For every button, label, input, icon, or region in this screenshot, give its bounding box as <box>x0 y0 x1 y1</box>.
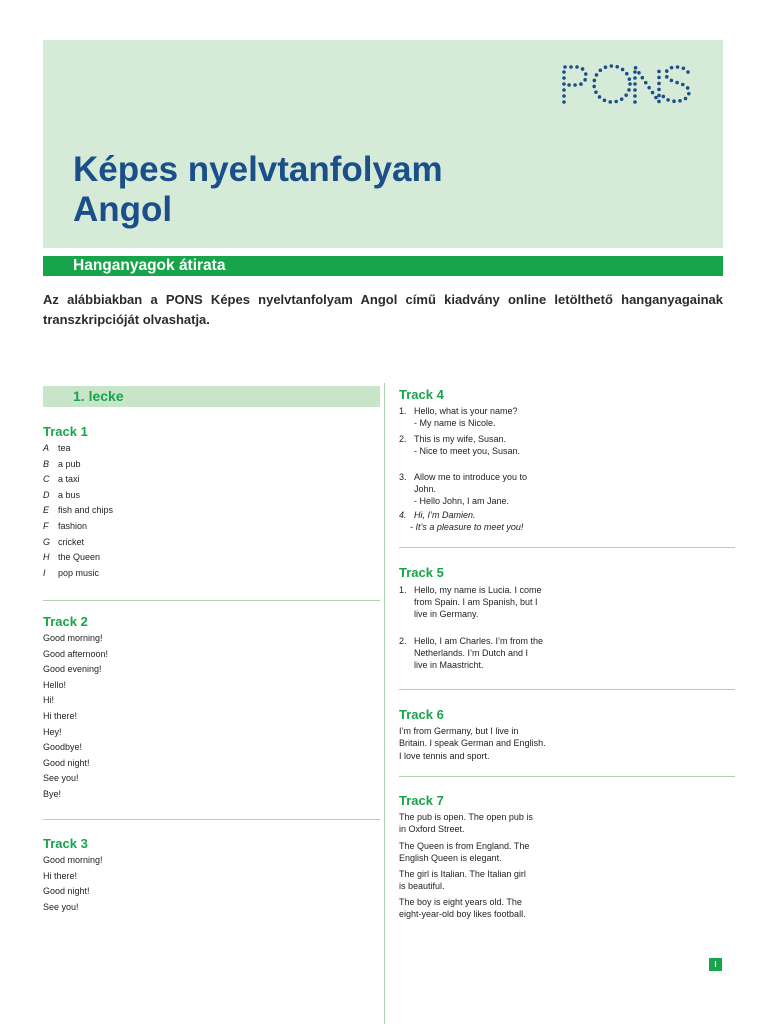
track1-list <box>43 441 113 581</box>
item-number: 3. <box>399 472 407 482</box>
subtitle-bar <box>43 256 723 276</box>
item-text: pop music <box>58 567 100 578</box>
track7-group <box>399 811 533 835</box>
track4-item <box>399 510 523 533</box>
item-letter: E <box>43 505 50 516</box>
item-letter: B <box>43 458 50 469</box>
track1-item <box>43 472 113 488</box>
track1-item <box>43 457 113 473</box>
track5-title: Track 5 <box>399 565 444 580</box>
item-text: a taxi <box>58 474 80 485</box>
track4-title: Track 4 <box>399 387 444 402</box>
track7-line: The boy is eight years old. The <box>399 897 522 907</box>
track1-item <box>43 535 113 551</box>
item-text: a bus <box>58 489 81 500</box>
item-letter: H <box>43 552 50 563</box>
item-line: live in Maastricht. <box>414 660 484 670</box>
item-line: Hello, what is your name? <box>414 406 518 416</box>
separator <box>43 600 380 601</box>
track2-line: Hi there! <box>43 710 78 721</box>
item-number: 1. <box>399 406 407 416</box>
track7-line: The pub is open. The open pub is <box>399 812 533 822</box>
track6-title: Track 6 <box>399 707 444 722</box>
item-letter: I <box>43 567 46 578</box>
item-letter: D <box>43 489 50 500</box>
track2-line: Good night! <box>43 757 90 768</box>
column-divider <box>384 383 385 1024</box>
track7-group <box>399 896 526 920</box>
separator <box>43 819 380 820</box>
item-line: Hi, I’m Damien. <box>414 510 476 520</box>
track3-title: Track 3 <box>43 836 88 851</box>
track2-line: Hello! <box>43 679 67 690</box>
item-reply: - It’s a pleasure to meet you! <box>410 521 524 532</box>
item-letter: G <box>43 536 51 547</box>
track2-line: Good afternoon! <box>43 648 109 659</box>
page-title <box>73 150 443 230</box>
item-letter: F <box>43 520 49 531</box>
page-number: I <box>709 958 722 971</box>
track2-line: Goodbye! <box>43 742 83 753</box>
separator <box>399 689 735 690</box>
track6-line: Britain. I speak German and English. <box>399 738 546 749</box>
item-text: fish and chips <box>58 505 114 516</box>
track2-line: Good morning! <box>43 633 103 643</box>
item-reply: - Nice to meet you, Susan. <box>414 446 521 456</box>
item-line: live in Germany. <box>414 609 479 619</box>
track3-list <box>43 853 103 915</box>
track2-list <box>43 631 108 803</box>
track7-group <box>399 868 526 892</box>
track6-line: I’m from Germany, but I live in <box>399 726 519 736</box>
item-number: 2. <box>399 434 407 444</box>
item-line: Hello, I am Charles. I’m from the <box>414 636 544 646</box>
track3-line: Good morning! <box>43 855 103 865</box>
track1-item <box>43 488 113 504</box>
track4-item <box>399 471 527 507</box>
separator <box>399 776 735 777</box>
track2-line: See you! <box>43 773 79 784</box>
item-reply: - Hello John, I am Jane. <box>414 496 510 506</box>
track3-line: Hi there! <box>43 870 78 881</box>
track7-line: English Queen is elegant. <box>399 853 502 863</box>
track1-item <box>43 441 113 457</box>
track7-title: Track 7 <box>399 793 444 808</box>
intro-paragraph: Az alábbiakban a PONS Képes nyelvtanfolyam Angol című kiadvány online letölthető hanganyagainak transzkripcióját olvashatja. <box>43 292 723 327</box>
item-number: 2. <box>399 636 407 646</box>
item-text: tea <box>58 443 71 453</box>
track1-title: Track 1 <box>43 424 88 439</box>
item-line: Hello, my name is Lucia. I come <box>414 585 542 595</box>
item-reply: - My name is Nicole. <box>414 418 496 428</box>
track7-line: is beautiful. <box>399 881 445 891</box>
item-letter: C <box>43 474 50 485</box>
track2-line: Good evening! <box>43 664 102 675</box>
track7-line: eight-year-old boy likes football. <box>399 909 526 919</box>
track1-item <box>43 519 113 535</box>
item-line: Allow me to introduce you to <box>414 472 528 482</box>
item-number: 4. <box>399 510 407 520</box>
item-line: This is my wife, Susan. <box>414 434 507 444</box>
track7-line: The girl is Italian. The Italian girl <box>399 869 526 879</box>
track1-item <box>43 550 113 566</box>
item-text: cricket <box>58 536 85 547</box>
item-text: the Queen <box>58 552 101 563</box>
track6-text <box>399 725 546 762</box>
title-line-1: Képes nyelvtanfolyam <box>73 150 443 189</box>
track1-item <box>43 503 113 519</box>
item-number: 1. <box>399 585 407 595</box>
track7-group <box>399 840 529 864</box>
track7-line: in Oxford Street. <box>399 824 465 834</box>
item-text: a pub <box>58 458 81 469</box>
item-line: John. <box>414 484 437 494</box>
track3-line: Good night! <box>43 886 90 897</box>
track5-item <box>399 584 542 620</box>
item-letter: A <box>43 443 50 453</box>
track4-item <box>399 405 518 429</box>
track2-line: Hey! <box>43 726 62 737</box>
separator <box>399 547 735 548</box>
track1-item <box>43 566 113 582</box>
track5-item <box>399 635 543 671</box>
track3-line: See you! <box>43 901 79 912</box>
track2-line: Hi! <box>43 695 54 706</box>
track4-item <box>399 433 520 457</box>
item-line: from Spain. I am Spanish, but I <box>414 597 538 607</box>
pons-logo <box>560 63 692 105</box>
track2-line: Bye! <box>43 788 62 799</box>
title-line-2: Angol <box>73 190 173 229</box>
track6-line: I love tennis and sport. <box>399 750 490 761</box>
subtitle: Hanganyagok átirata <box>73 257 226 274</box>
track2-title: Track 2 <box>43 614 88 629</box>
track7-line: The Queen is from England. The <box>399 841 530 851</box>
item-text: fashion <box>58 520 88 531</box>
item-line: Netherlands. I’m Dutch and I <box>414 648 529 658</box>
lesson-label: 1. lecke <box>73 388 124 404</box>
lesson-heading <box>43 386 380 407</box>
